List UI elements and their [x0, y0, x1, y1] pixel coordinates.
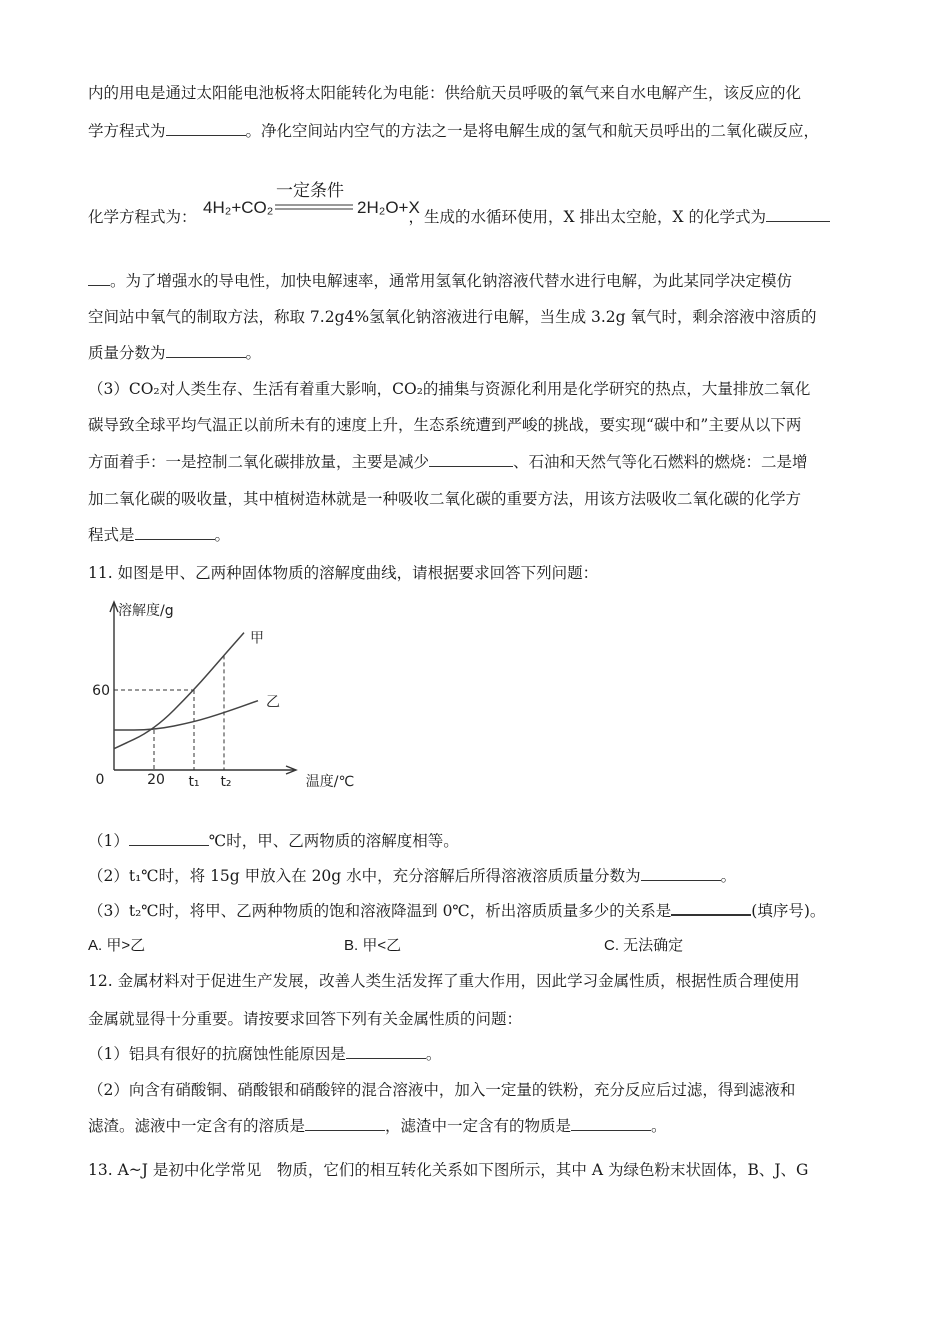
text-line: 碳导致全球平均气温正以前所未有的速度上升，生态系统遭到严峻的挑战，要实现“碳中和”主要从以下两	[88, 416, 802, 434]
text-segment: ，滤渣中一定含有的物质是	[385, 1117, 572, 1135]
text-segment: 。	[720, 867, 737, 885]
text-line	[88, 865, 736, 887]
legend-label-yi: 乙	[266, 694, 280, 711]
text-line	[88, 206, 830, 228]
text-line: （3）CO₂对人类生存、生活有着重大影响，CO₂的捕集与资源化利用是化学研究的热点，大量排放二氧化	[88, 380, 811, 398]
y-tick-label: 60	[92, 683, 110, 699]
answer-blank[interactable]	[671, 900, 751, 916]
text-line	[88, 1043, 441, 1065]
text-segment: 。	[245, 344, 262, 362]
text-line: 加二氧化碳的吸收量，其中植树造林就是一种吸收二氧化碳的重要方法，用该方法吸收二氧化碳的化学方	[88, 490, 802, 508]
legend-label-jia: 甲	[250, 630, 264, 647]
text-segment: 质量分数为	[88, 344, 166, 362]
text-segment: 学方程式为	[88, 122, 166, 140]
answer-blank-continued[interactable]	[88, 271, 110, 286]
equation-right: 2H₂O+X	[357, 198, 420, 217]
chart-axes	[110, 602, 296, 774]
answer-blank[interactable]	[641, 866, 721, 881]
x-tick-label: t₂	[220, 774, 232, 790]
text-line: 空间站中氧气的制取方法，称取 7.2g4%氢氧化钠溶液进行电解，当生成 3.2g 氧气时，剩余溶液中溶质的	[88, 308, 817, 326]
text-segment: 程式是	[88, 526, 135, 544]
text-line	[88, 270, 792, 292]
equation-condition: 一定条件	[276, 181, 344, 201]
question-title: 11. 如图是甲、乙两种固体物质的溶解度曲线，请根据要求回答下列问题：	[88, 564, 599, 582]
text-segment: （2）t₁℃时，将 15g 甲放入在 20g 水中，充分溶解后所得溶液溶质质量分数为	[88, 867, 641, 885]
text-segment: 方面着手：一是控制二氧化碳排放量，主要是减少	[88, 453, 430, 471]
text-line: （2）向含有硝酸铜、硝酸银和硝酸锌的混合溶液中，加入一定量的铁粉，充分反应后过滤，得到滤液和	[88, 1081, 796, 1099]
text-segment: 。	[214, 526, 231, 544]
option-c[interactable]: C. 无法确定	[604, 937, 684, 954]
text-segment: ℃时，甲、乙两物质的溶解度相等。	[208, 832, 459, 850]
answer-blank[interactable]	[135, 525, 215, 540]
text-segment: 。	[651, 1117, 667, 1135]
option-b[interactable]: B. 甲<乙	[344, 937, 402, 954]
text-segment: （1）	[88, 832, 129, 850]
text-segment: 滤渣。滤液中一定含有的溶质是	[88, 1117, 306, 1135]
answer-blank[interactable]	[129, 831, 209, 846]
question-title: 12. 金属材料对于促进生产发展，改善人类生活发挥了重大作用，因此学习金属性质，根据性质合理使用	[88, 972, 800, 990]
text-line	[88, 900, 825, 922]
chart-guides	[114, 655, 224, 770]
y-axis-label: 溶解度/g	[118, 603, 174, 619]
text-segment: 、石油和天然气等化石燃料的燃烧：二是增	[513, 453, 808, 471]
answer-blank[interactable]	[305, 1116, 385, 1131]
chart-curves	[114, 633, 258, 749]
x-tick-label: 20	[147, 772, 165, 788]
text-segment: （3）t₂℃时，将甲、乙两种物质的饱和溶液降温到 0℃，析出溶质质量多少的关系是	[88, 902, 672, 920]
chart-labels	[92, 602, 354, 790]
text-segment: 。	[425, 1045, 442, 1063]
x-tick-label: 0	[95, 772, 105, 788]
text-line: 内的用电是通过太阳能电池板将太阳能转化为电能：供给航天员呼吸的氧气来自水电解产生，该反应的化	[88, 84, 802, 102]
option-a[interactable]: A. 甲>乙	[88, 937, 146, 954]
x-axis-label: 温度/℃	[305, 774, 355, 790]
x-tick-label: t₁	[188, 774, 200, 790]
solubility-chart	[92, 598, 355, 798]
answer-blank[interactable]	[766, 207, 830, 222]
equation-left: 4H₂+CO₂	[203, 198, 274, 217]
text-segment: 。净化空间站内空气的方法之一是将电解生成的氢气和航天员呼出的二氧化碳反应，	[245, 122, 820, 140]
text-line	[88, 342, 261, 364]
text-segment: （1）铝具有很好的抗腐蚀性能原因是	[88, 1045, 346, 1063]
answer-blank[interactable]	[571, 1116, 651, 1131]
text-line	[88, 524, 230, 546]
answer-blank[interactable]	[166, 121, 246, 136]
text-segment: 化学方程式为：	[88, 208, 197, 226]
text-line	[88, 830, 459, 852]
chemical-equation	[203, 178, 423, 228]
text-segment: 。为了增强水的导电性，加快电解速率，通常用氢氧化钠溶液代替水进行电解，为此某同学决定模仿	[110, 272, 793, 290]
answer-blank[interactable]	[429, 452, 513, 467]
answer-blank[interactable]	[346, 1044, 426, 1059]
series-line-yi	[114, 701, 258, 730]
question-title: 13. A~J 是初中化学常见 物质，它们的相互转化关系如下图所示，其中 A 为绿色粉末状固体，B、J、G	[88, 1161, 809, 1179]
answer-blank[interactable]	[166, 343, 246, 358]
text-line	[88, 1115, 667, 1137]
text-line	[88, 120, 819, 142]
text-segment: ，生成的水循环使用，X 排出太空舱，X 的化学式为	[408, 208, 766, 226]
text-segment: (填序号)。	[751, 902, 826, 920]
text-line	[88, 451, 808, 473]
text-line: 金属就显得十分重要。请按要求回答下列有关金属性质的问题：	[88, 1010, 523, 1028]
